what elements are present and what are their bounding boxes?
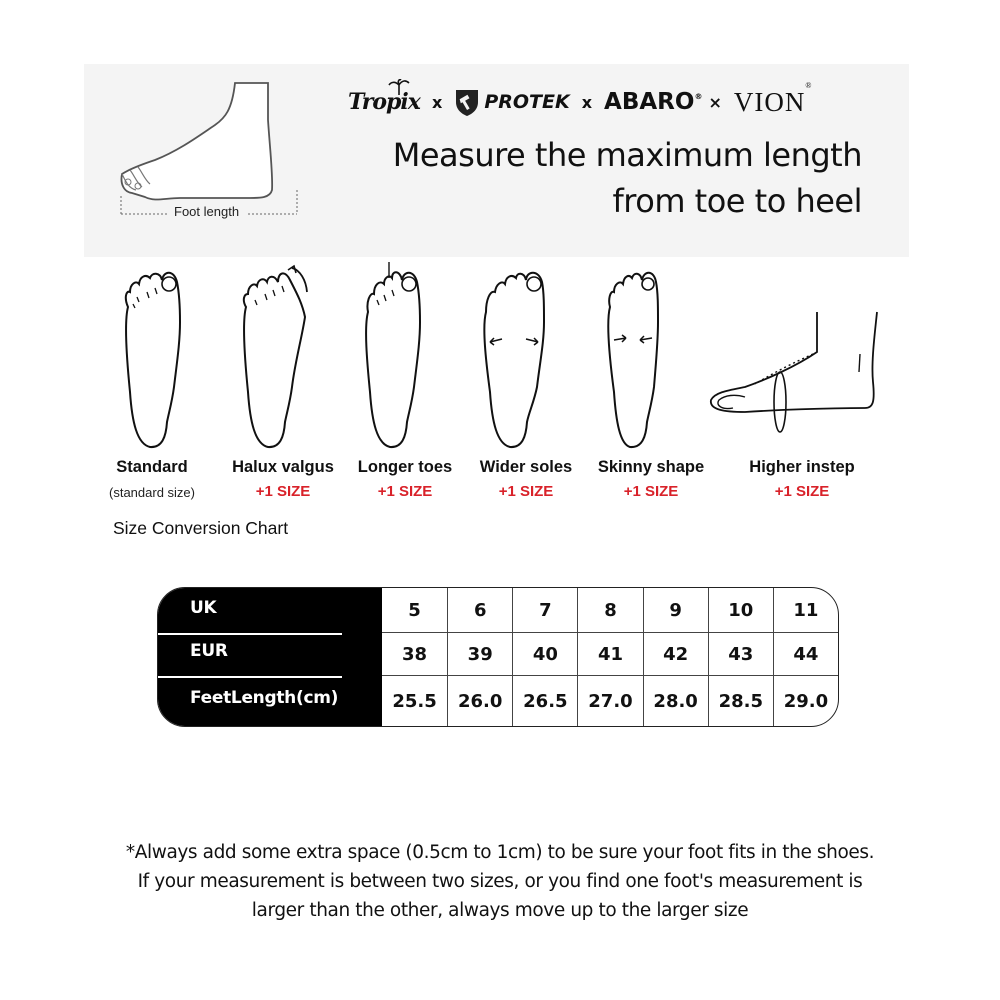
- table-cell: 26.0: [447, 676, 512, 726]
- table-cell: 26.5: [512, 676, 577, 726]
- foot-type-longer-toes: Longer toes +1 SIZE: [357, 458, 453, 500]
- table-row-labels: [158, 588, 382, 726]
- table-cell: 42: [643, 633, 708, 676]
- table-cell: 27.0: [577, 676, 642, 726]
- longer-toes-foot-icon: [362, 262, 434, 452]
- brand-separator: x: [581, 92, 593, 112]
- row-label-eur: EUR: [190, 641, 228, 661]
- table-cell: 28.5: [708, 676, 773, 726]
- table-cell: 7: [512, 588, 577, 633]
- table-cell: 5: [382, 588, 447, 633]
- table-cell: 25.5: [392, 690, 437, 712]
- standard-foot-icon: [122, 262, 194, 452]
- brand-logos: [348, 78, 868, 126]
- table-cell: 44: [773, 633, 838, 676]
- skinny-foot-icon: [602, 262, 674, 452]
- abaro-logo: ABARO ®: [604, 89, 703, 115]
- table-cell: 39: [447, 633, 512, 676]
- table-cell: 8: [577, 588, 642, 633]
- row-label-feet-length: FeetLength(cm): [190, 688, 339, 708]
- table-cell: 40: [512, 633, 577, 676]
- foot-type-hallux-valgus: Halux valgus +1 SIZE: [232, 458, 334, 500]
- table-body: [382, 588, 838, 726]
- higher-instep-foot-icon: [705, 262, 885, 452]
- divider: [158, 676, 342, 678]
- table-cell: 9: [643, 588, 708, 633]
- table-cell: 10: [708, 588, 773, 633]
- foot-length-label: Foot length: [174, 204, 240, 219]
- foot-type-illustrations: [100, 262, 900, 452]
- wider-soles-foot-icon: [482, 262, 554, 452]
- sizing-footnote: *Always add some extra space (0.5cm to 1cm) to be sure your foot fits in the shoes. If your measurement is between two sizes, or you find one foot's measurement is larger than the other, always move up to the larger size: [125, 842, 875, 921]
- table-cell: 41: [577, 633, 642, 676]
- divider: [158, 633, 342, 635]
- shield-hammer-icon: [454, 87, 480, 117]
- foot-type-skinny-shape: Skinny shape +1 SIZE: [597, 458, 705, 500]
- table-cell: 43: [708, 633, 773, 676]
- row-label-uk: UK: [190, 598, 217, 618]
- tropix-logo: Tropix: [348, 89, 424, 115]
- table-cell: 28.0: [643, 676, 708, 726]
- table-cell: 38: [382, 633, 447, 676]
- size-conversion-table: [157, 587, 839, 727]
- foot-type-wider-soles: Wider soles +1 SIZE: [479, 458, 573, 500]
- vion-logo: VION®: [733, 80, 813, 117]
- brand-separator: ×: [708, 92, 722, 112]
- size-chart-title: Size Conversion Chart: [113, 518, 289, 538]
- protek-logo: PROTEK: [454, 87, 569, 117]
- hallux-valgus-foot-icon: [240, 262, 312, 452]
- palm-tree-icon: [388, 79, 410, 95]
- table-cell: 29.0: [773, 676, 838, 726]
- page-title: Measure the maximum length from toe to heel: [392, 136, 862, 220]
- foot-type-standard: Standard (standard size): [109, 458, 195, 500]
- brand-separator: x: [432, 92, 443, 112]
- table-cell: 11: [773, 588, 838, 633]
- table-cell: 6: [447, 588, 512, 633]
- foot-type-higher-instep: Higher instep +1 SIZE: [749, 458, 855, 500]
